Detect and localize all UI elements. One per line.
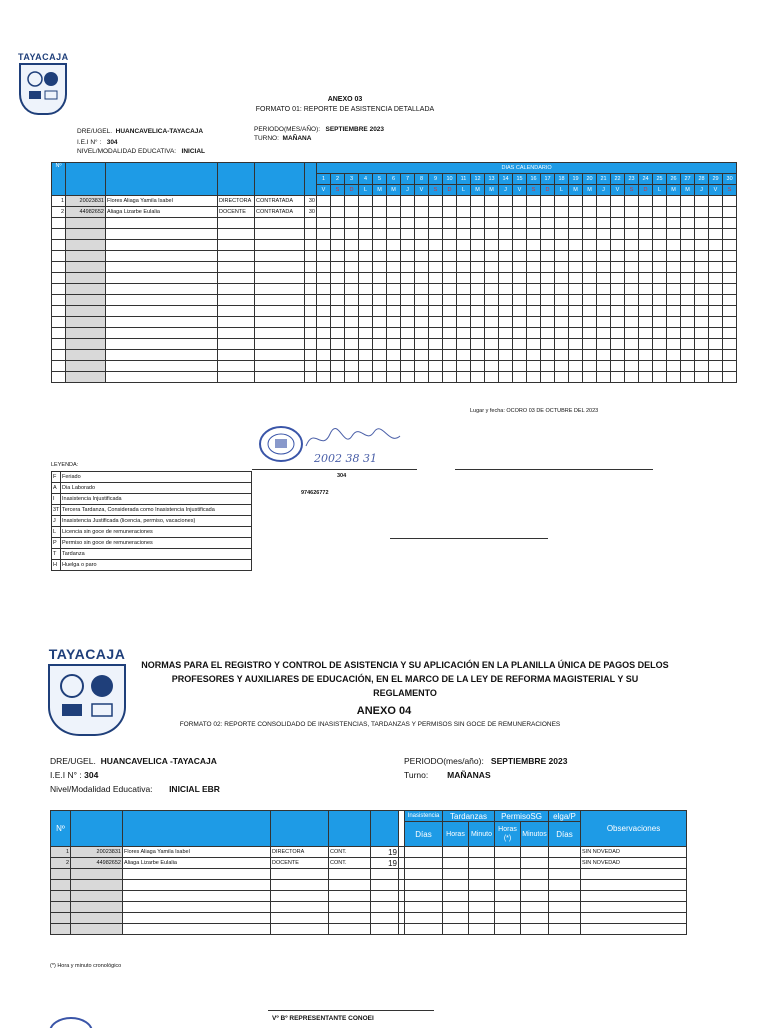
attendance-row xyxy=(52,229,737,240)
weekday-header: M xyxy=(387,185,401,196)
lugar-fecha: Lugar y fecha: OCORO 03 DE OCTUBRE DEL 2023 xyxy=(470,408,599,414)
normas-title: NORMAS PARA EL REGISTRO Y CONTROL DE ASISTENCIA Y SU APLICACIÓN EN LA PLANILLA ÚNICA DE PAGOS DELOS PROFESORES Y AUXILIARES DE EDUCACIÓN, EN EL MARCO DE LA LEY DE REFORMA MAGISTERIAL Y SU REGLAMENTO xyxy=(141,660,669,698)
attendance-row xyxy=(52,207,737,218)
day-header: 27 xyxy=(681,174,695,185)
weekday-header: M xyxy=(667,185,681,196)
legend-value: Dia Laborado xyxy=(61,483,252,494)
weekday-header: L xyxy=(457,185,471,196)
iei-label: I.E.I N° : xyxy=(77,139,102,146)
day-header: 16 xyxy=(527,174,541,185)
day-header: 29 xyxy=(709,174,723,185)
anexo3-dre xyxy=(77,128,203,135)
day-header: 10 xyxy=(443,174,457,185)
periodo-label: PERIODO(mes/año): xyxy=(404,756,484,766)
day-header: 4 xyxy=(359,174,373,185)
cell-condicion: CONTRATADA xyxy=(255,207,305,218)
weekday-header: M xyxy=(485,185,499,196)
weekday-header: V xyxy=(415,185,429,196)
legend-row xyxy=(52,505,252,516)
h-tardanzas: Tardanzas xyxy=(443,811,495,822)
day-header: 20 xyxy=(583,174,597,185)
weekday-header: D xyxy=(345,185,359,196)
turno-label: TURNO: xyxy=(254,135,279,142)
dias-calendario-header: DIAS CALENDARIO xyxy=(317,163,737,174)
turno-label: Turno: xyxy=(404,770,429,780)
legend-row xyxy=(52,472,252,483)
nivel-label: Nivel/Modalidad Educativa: xyxy=(50,784,153,794)
cell-name: Flores Aliaga Yamila Isabel xyxy=(106,196,218,207)
day-header: 2 xyxy=(331,174,345,185)
weekday-header: L xyxy=(555,185,569,196)
dre-value: HUANCAVELICA -TAYACAJA xyxy=(100,756,217,766)
iei-value: 304 xyxy=(84,770,99,780)
legend-value: Inasistencia Justificada (licencia, permiso, vacaciones) xyxy=(61,516,252,527)
weekday-header: V xyxy=(709,185,723,196)
vb-line xyxy=(268,1010,434,1011)
h-observaciones: Observaciones xyxy=(581,811,687,847)
cell-total: 19 xyxy=(371,858,399,869)
logo-text: TAYACAJA xyxy=(48,646,126,662)
anexo3-turno xyxy=(254,135,311,142)
attendance-row xyxy=(52,328,737,339)
anexo3-iei xyxy=(77,139,118,146)
attendance-row xyxy=(52,218,737,229)
turno-value: MAÑANA xyxy=(282,135,312,142)
weekday-header: D xyxy=(541,185,555,196)
day-header: 18 xyxy=(555,174,569,185)
dre-label: DRE/UGEL. xyxy=(77,128,113,135)
signature xyxy=(304,424,404,454)
day-header: 5 xyxy=(373,174,387,185)
weekday-header: S xyxy=(527,185,541,196)
cell-total: 30 xyxy=(305,196,317,207)
attendance-row xyxy=(52,273,737,284)
legend-value: Licencia sin goce de remuneraciones xyxy=(61,527,252,538)
h-dias2: Días xyxy=(549,822,581,847)
legend-key: L xyxy=(52,527,61,538)
day-header: 9 xyxy=(429,174,443,185)
legend-title: LEYENDA: xyxy=(51,462,79,468)
weekday-header: D xyxy=(443,185,457,196)
nivel-value: INICIAL xyxy=(181,148,205,155)
turno-value: MAÑANAS xyxy=(447,770,491,780)
consolidated-row xyxy=(51,913,687,924)
consolidated-row xyxy=(51,891,687,902)
weekday-header: V xyxy=(611,185,625,196)
col-n-header: Nº xyxy=(52,163,66,196)
legend-row xyxy=(52,560,252,571)
consolidated-row xyxy=(51,880,687,891)
h-inasistencia: Inasistencia xyxy=(405,811,443,822)
weekday-header: J xyxy=(597,185,611,196)
day-header: 8 xyxy=(415,174,429,185)
footnote: (*) Hora y minuto cronológico xyxy=(50,963,122,969)
day-header: 7 xyxy=(401,174,415,185)
day-header: 13 xyxy=(485,174,499,185)
attendance-row xyxy=(52,317,737,328)
stamp-icon xyxy=(258,424,304,464)
weekday-header: S xyxy=(625,185,639,196)
iei-label: I.E.I N° : xyxy=(50,770,82,780)
consolidated-row xyxy=(51,924,687,935)
h-horas: Horas xyxy=(443,822,469,847)
cell-cargo: DOCENTE xyxy=(271,858,329,869)
consolidated-row xyxy=(51,858,687,869)
day-header: 19 xyxy=(569,174,583,185)
anexo4-title: ANEXO 04 xyxy=(356,705,412,717)
legend-key: H xyxy=(52,560,61,571)
anexo4-iei xyxy=(50,770,98,780)
stamp-icon xyxy=(48,1014,94,1028)
day-header: 22 xyxy=(611,174,625,185)
cell-condicion: CONTRATADA xyxy=(255,196,305,207)
attendance-row xyxy=(52,350,737,361)
iei-value: 304 xyxy=(106,139,118,146)
legend-row xyxy=(52,549,252,560)
weekday-header: M xyxy=(583,185,597,196)
signature-phone: 974626772 xyxy=(301,490,329,496)
day-header: 26 xyxy=(667,174,681,185)
legend-value: Huelga o paro xyxy=(61,560,252,571)
weekday-header: D xyxy=(639,185,653,196)
legend-value: Tardanza xyxy=(61,549,252,560)
weekday-header: V xyxy=(513,185,527,196)
attendance-row xyxy=(52,372,737,383)
consolidated-table xyxy=(50,810,687,935)
cell-n: 2 xyxy=(52,207,66,218)
day-header: 11 xyxy=(457,174,471,185)
dre-label: DRE/UGEL. xyxy=(50,756,96,766)
day-header: 12 xyxy=(471,174,485,185)
cell-total: 19 xyxy=(371,847,399,858)
attendance-row xyxy=(52,251,737,262)
weekday-header: S xyxy=(429,185,443,196)
legend-row xyxy=(52,516,252,527)
h-minuto: Minuto xyxy=(469,822,495,847)
cell-dni: 44982652 xyxy=(71,858,123,869)
nivel-value: INICIAL EBR xyxy=(169,784,220,794)
day-header: 21 xyxy=(597,174,611,185)
periodo-value: SEPTIEMBRE 2023 xyxy=(325,126,385,133)
col-n-header: Nº xyxy=(51,811,71,847)
h-permiso: PermisoSG xyxy=(495,811,549,822)
day-header: 24 xyxy=(639,174,653,185)
h-horas2: Horas (*) xyxy=(495,822,521,847)
anexo4-turno xyxy=(404,770,491,780)
cell-dni: 20023831 xyxy=(71,847,123,858)
dre-value: HUANCAVELICA-TAYACAJA xyxy=(115,128,204,135)
periodo-label: PERIODO(MES/AÑO): xyxy=(254,126,321,133)
day-header: 15 xyxy=(513,174,527,185)
cell-cargo: DIRECTORA xyxy=(218,196,255,207)
anexo4-dre xyxy=(50,756,217,766)
weekday-header: V xyxy=(317,185,331,196)
cell-dni: 44982652 xyxy=(66,207,106,218)
cell-name: Flores Aliaga Yamila Isabel xyxy=(123,847,271,858)
legend-row xyxy=(52,527,252,538)
cell-n: 1 xyxy=(52,196,66,207)
h-dias: Días xyxy=(405,822,443,847)
anexo3-subtitle: FORMATO 01: REPORTE DE ASISTENCIA DETALLADA xyxy=(255,106,435,113)
weekday-header: S xyxy=(723,185,737,196)
cell-dni: 20023831 xyxy=(66,196,106,207)
anexo3-periodo xyxy=(254,126,384,133)
attendance-row xyxy=(52,284,737,295)
signature-line-1 xyxy=(252,469,417,470)
attendance-table xyxy=(51,162,737,383)
attendance-row xyxy=(52,196,737,207)
attendance-row xyxy=(52,240,737,251)
signature-dni: 2002 38 31 xyxy=(314,452,377,465)
legend-value: Inasistencia Injustificada xyxy=(61,494,252,505)
logo-text: TAYACAJA xyxy=(18,52,69,62)
legend-key: I xyxy=(52,494,61,505)
cell-cond: CONT. xyxy=(329,858,371,869)
vb-label: Vº Bº REPRESENTANTE CONOEI xyxy=(272,1015,374,1022)
legend-value: Permiso sin goce de remuneraciones xyxy=(61,538,252,549)
weekday-header: M xyxy=(681,185,695,196)
legend-key: T xyxy=(52,549,61,560)
legend-table xyxy=(51,471,252,571)
legend-row xyxy=(52,483,252,494)
consolidated-row xyxy=(51,869,687,880)
periodo-value: SEPTIEMBRE 2023 xyxy=(490,756,568,766)
cell-total: 30 xyxy=(305,207,317,218)
cons-header-row-1 xyxy=(51,811,687,822)
cell-n: 1 xyxy=(51,847,71,858)
day-header: 1 xyxy=(317,174,331,185)
weekday-header: J xyxy=(401,185,415,196)
cell-cargo: DIRECTORA xyxy=(271,847,329,858)
signature-line-3 xyxy=(390,538,548,539)
day-header: 6 xyxy=(387,174,401,185)
weekday-header: L xyxy=(359,185,373,196)
cell-name: Aliaga Lizarbe Eulalia xyxy=(123,858,271,869)
day-header: 30 xyxy=(723,174,737,185)
consolidated-row xyxy=(51,847,687,858)
cell-cargo: DOCENTE xyxy=(218,207,255,218)
consolidated-row xyxy=(51,902,687,913)
legend-key: P xyxy=(52,538,61,549)
legend-row xyxy=(52,494,252,505)
attendance-row xyxy=(52,306,737,317)
attendance-row xyxy=(52,262,737,273)
weekday-header: J xyxy=(499,185,513,196)
weekday-header: L xyxy=(653,185,667,196)
day-header: 28 xyxy=(695,174,709,185)
cell-cond: CONT. xyxy=(329,847,371,858)
legend-key: F xyxy=(52,472,61,483)
attendance-row xyxy=(52,361,737,372)
weekday-header: M xyxy=(569,185,583,196)
legend-value: Feriado xyxy=(61,472,252,483)
day-header: 25 xyxy=(653,174,667,185)
anexo3-nivel xyxy=(77,148,205,155)
day-header: 3 xyxy=(345,174,359,185)
signature-line-2 xyxy=(455,469,653,470)
anexo4-periodo xyxy=(404,756,567,766)
cell-n: 2 xyxy=(51,858,71,869)
weekday-header: S xyxy=(331,185,345,196)
legend-key: J xyxy=(52,516,61,527)
attendance-row xyxy=(52,339,737,350)
day-header: 14 xyxy=(499,174,513,185)
weekday-header: M xyxy=(373,185,387,196)
legend-key: 3T xyxy=(52,505,61,516)
day-header: 23 xyxy=(625,174,639,185)
anexo4-subtitle: FORMATO 02: REPORTE CONSOLIDADO DE INASISTENCIAS, TARDANZAS Y PERMISOS SIN GOCE DE REMUNERACIONES xyxy=(179,721,561,728)
nivel-label: NIVEL/MODALIDAD EDUCATIVA: xyxy=(77,148,177,155)
cell-obs: SIN NOVEDAD xyxy=(581,858,687,869)
att-header-row-1 xyxy=(52,163,737,174)
legend-value: Tercera Tardanza, Considerada como Inasistencia Injustificada xyxy=(61,505,252,516)
legend-row xyxy=(52,538,252,549)
anexo4-nivel xyxy=(50,784,220,794)
h-minutos: Minutos xyxy=(521,822,549,847)
cell-obs: SIN NOVEDAD xyxy=(581,847,687,858)
legend-key: A xyxy=(52,483,61,494)
attendance-row xyxy=(52,295,737,306)
weekday-header: M xyxy=(471,185,485,196)
anexo3-title: ANEXO 03 xyxy=(327,96,363,103)
weekday-header: J xyxy=(695,185,709,196)
h-huelga: elga/P xyxy=(549,811,581,822)
signature-code: 304 xyxy=(337,473,347,479)
cell-name: Aliaga Lizarbe Eulalia xyxy=(106,207,218,218)
day-header: 17 xyxy=(541,174,555,185)
